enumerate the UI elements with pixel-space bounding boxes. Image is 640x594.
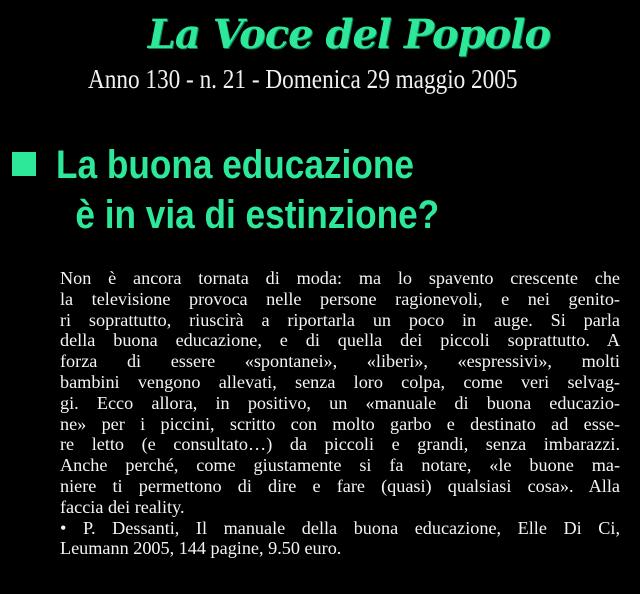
body-line: la televisione provoca nelle persone ragionevoli, e nei genito- xyxy=(60,288,620,309)
body-line: bambini vengono allevati, senza loro colpa, come veri selvag- xyxy=(60,371,620,392)
body-line: faccia dei reality. xyxy=(60,496,185,517)
body-line: re letto (e consultato…) da piccoli e grandi, senza imbarazzi. xyxy=(60,434,620,455)
body-line: ne» per i piccini, scritto con molto garbo e destinato ad esse- xyxy=(60,413,620,434)
masthead xyxy=(0,12,640,58)
issue-line: Anno 130 - n. 21 - Domenica 29 maggio 2005 xyxy=(88,64,518,94)
square-bullet-icon xyxy=(12,152,36,176)
article-title xyxy=(56,140,439,240)
book-reference-line: Leumann 2005, 144 pagine, 9.50 euro. xyxy=(60,538,342,559)
body-line: forza di essere «spontanei», «liberi», «espressivi», molti xyxy=(60,351,620,372)
article-title-line-1: La buona educazione xyxy=(56,143,414,187)
body-line: niere ti permettono di dire e fare (quasi) qualsiasi cosa». Alla xyxy=(60,475,620,496)
body-line: Anche perché, come giustamente si fa notare, «le buone ma- xyxy=(60,455,620,476)
article-body xyxy=(60,268,620,559)
body-line: gi. Ecco allora, in positivo, un «manuale di buona educazio- xyxy=(60,392,620,413)
article-title-line-2: è in via di estinzione? xyxy=(75,193,440,237)
body-line: ri soprattutto, riuscirà a riportarla un poco in auge. Si parla xyxy=(60,309,620,330)
newspaper-logo: La Voce del Popolo xyxy=(147,11,551,58)
book-reference-line: • P. Dessanti, Il manuale della buona educazione, Elle Di Ci, xyxy=(60,517,620,538)
body-line: Non è ancora tornata di moda: ma lo spavento crescente che xyxy=(60,268,620,288)
body-line: della buona educazione, e di quella dei piccoli soprattutto. A xyxy=(60,330,620,351)
